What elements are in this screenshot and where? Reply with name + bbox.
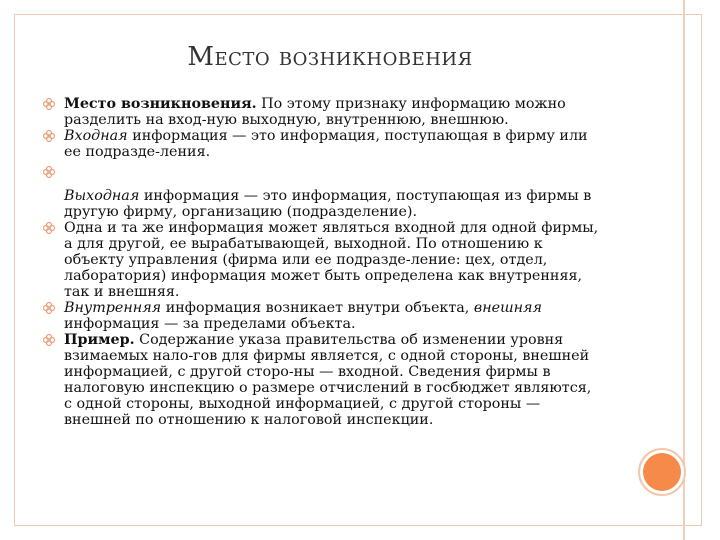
bullet-italic-term: Внутренняя [64,300,162,316]
bullet-item-example [40,332,600,428]
bullet-text: Содержание указа правительства об изменении уровня взимаемых нало-гов для фирмы является, с одной стороны, внешней информацией, с другой сторо-ны — входной. Сведения фирмы в налоговую инспекцию о размере отчислений в госбюджет являются, с одной стороны, выходной информацией, с другой стороны — внешней по отношению к налоговой инспекции. [64,332,592,428]
bullet-bold-lead: Место возникновения. [64,96,257,112]
slide-title: Место возникновения [187,42,473,72]
bullet-italic-term-2: внешняя [473,300,542,316]
flower-bullet-icon [42,333,56,347]
bullet-text: Одна и та же информация может являться входной для одной фирмы, а для другой, ее вырабатывающей, выходной. По отношению к объекту управления (фирма или ее подразде-ление: цех, отдел, лаборатория) информация может быть определена как внутренняя, так и внешняя. [64,220,599,300]
bullet-italic-term: Входная [64,128,128,144]
bullet-item-same-info [40,220,600,300]
bullet-item-output [40,188,600,220]
bullet-text: информация — это информация, поступающая в фирму или ее подразде-ления. [64,128,588,160]
flower-bullet-icon [42,129,56,143]
flower-bullet-icon [42,97,56,111]
bullet-item-empty [40,164,600,182]
bullet-bold-lead: Пример. [64,332,135,348]
orange-circle-icon [643,453,681,491]
flower-bullet-icon [42,221,56,235]
bullet-item-internal [40,300,600,332]
bullet-text: информация — за пределами объекта. [64,316,356,332]
right-rule-divider [683,0,685,540]
bullet-item-origin [40,96,600,128]
bullet-list [40,96,600,428]
flower-bullet-icon [42,301,56,315]
bullet-text: информация — это информация, поступающая из фирмы в другую фирму, организацию (подразделение). [64,188,592,220]
flower-bullet-icon [42,165,56,179]
bullet-italic-term: Выходная [64,188,140,204]
bullet-item-input [40,128,600,160]
bullet-text: По этому признаку информацию можно разделить на вход-ную выходную, внутреннюю, внешнюю. [64,96,566,128]
bullet-text: информация возникает внутри объекта, [161,300,474,316]
